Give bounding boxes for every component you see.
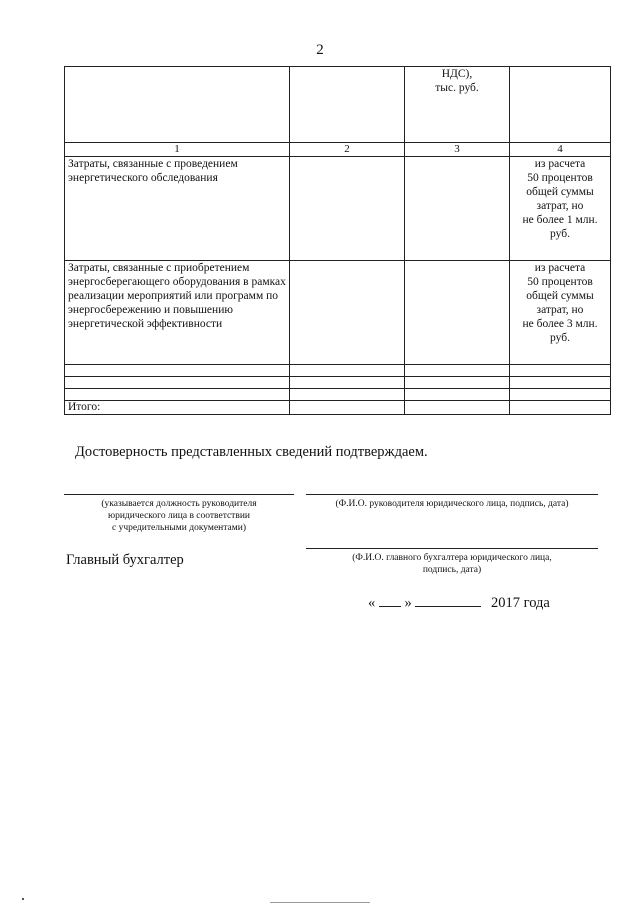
- page-number: 2: [316, 42, 324, 58]
- row-cell-empty: [405, 261, 510, 365]
- total-label: Итого:: [65, 401, 290, 415]
- column-number: 2: [290, 143, 405, 157]
- table-row-empty: [65, 377, 611, 389]
- day-blank: [379, 594, 401, 607]
- accountant-caption: (Ф.И.О. главного бухгалтера юридического лица, подпись, дата): [352, 553, 552, 575]
- row-name: Затраты, связанные с приобретением энергосберегающего оборудования в рамках реализации мероприятий или программ по энергосбережению и повышению энергетической эффективности: [65, 261, 290, 365]
- table-row-empty: [65, 389, 611, 401]
- row-limit: из расчета 50 процентов общей суммы затрат, но не более 3 млн. руб.: [510, 261, 611, 365]
- month-blank: [415, 594, 481, 607]
- column-number: 1: [65, 143, 290, 157]
- head-caption: (Ф.И.О. руководителя юридического лица, подпись, дата): [335, 499, 569, 509]
- row-cell-empty: [405, 157, 510, 261]
- header-cell-1: [65, 67, 290, 143]
- header-cell-2: [290, 67, 405, 143]
- column-number: 3: [405, 143, 510, 157]
- table-row-empty: [65, 365, 611, 377]
- date-close-quote: »: [404, 595, 412, 611]
- date-line: [368, 594, 608, 612]
- accountant-signature-line: [306, 548, 598, 549]
- chief-accountant-label: Главный бухгалтер: [66, 552, 184, 568]
- scan-line: [270, 902, 370, 903]
- column-number: 4: [510, 143, 611, 157]
- header-cell-3: [405, 67, 510, 143]
- date-year: 2017 года: [491, 595, 550, 611]
- column-number-row: [65, 143, 611, 157]
- total-row: [65, 401, 611, 415]
- header-vat-label: НДС), тыс. руб.: [435, 68, 479, 94]
- header-cell-4: [510, 67, 611, 143]
- table-row: [65, 261, 611, 365]
- scan-mark: [22, 898, 24, 900]
- row-cell-empty: [290, 157, 405, 261]
- table-row: [65, 157, 611, 261]
- head-signature-line: [306, 494, 598, 495]
- position-caption: (указывается должность руководителя юридического лица в соответствии с учредительными документами): [101, 499, 257, 533]
- expenses-table: [64, 66, 611, 415]
- row-cell-empty: [290, 261, 405, 365]
- confirmation-text: Достоверность представленных сведений подтверждаем.: [75, 444, 428, 460]
- position-signature-line: [64, 494, 294, 495]
- table-header-row: [65, 67, 611, 143]
- date-open-quote: «: [368, 595, 376, 611]
- row-name: Затраты, связанные с проведением энергетического обследования: [65, 157, 290, 261]
- row-limit: из расчета 50 процентов общей суммы затрат, но не более 1 млн. руб.: [510, 157, 611, 261]
